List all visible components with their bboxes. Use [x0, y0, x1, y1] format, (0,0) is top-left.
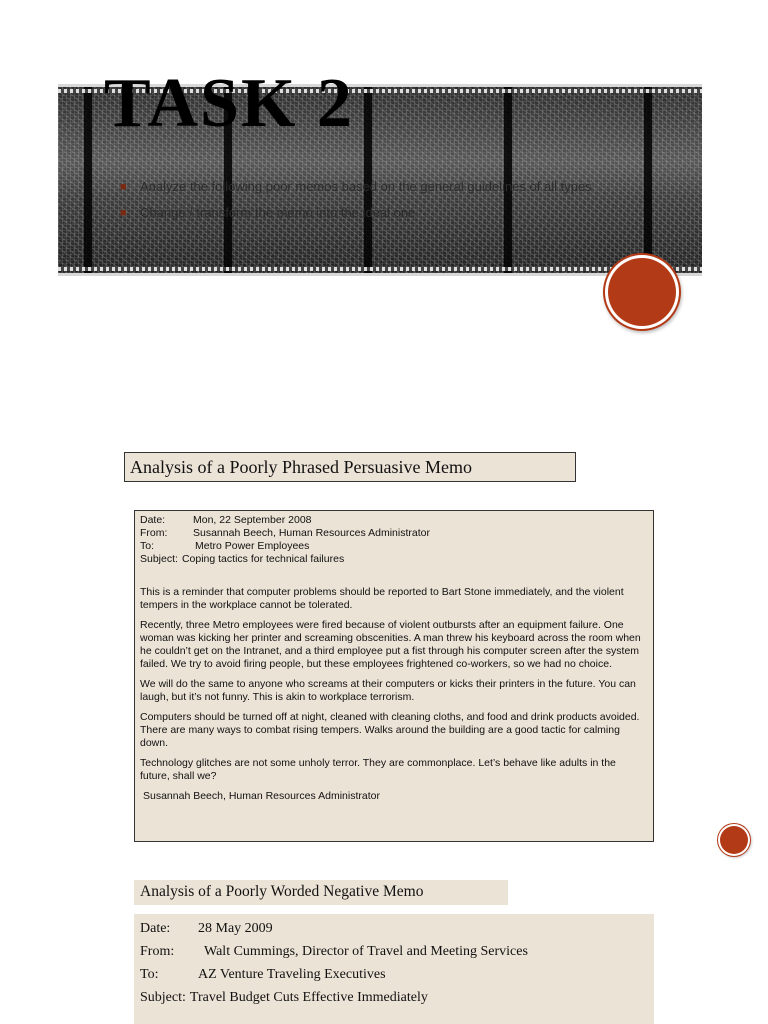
memo-from-label: From:	[140, 527, 168, 539]
memo2-date: 28 May 2009	[198, 921, 273, 936]
decorative-circle-small	[720, 826, 748, 854]
memo2-date-row	[140, 917, 654, 940]
bullet-marker-icon: ■	[120, 207, 127, 219]
memo2-to: AZ Venture Traveling Executives	[198, 967, 386, 982]
task-bullet-text: Change / transform the memo into the ideal one	[140, 205, 416, 220]
memo-paragraph: Technology glitches are not some unholy terror. They are commonplace. Let’s behave like adults in the future, shall we?	[140, 757, 616, 782]
memo-to-label: To:	[140, 540, 155, 552]
memo-subject: Coping tactics for technical failures	[181, 553, 345, 565]
memo-paragraph: We will do the same to anyone who screams at their computers or kicks their printers in the future. You can laugh, but it’s not funny. This is akin to workplace terrorism.	[140, 678, 636, 703]
persuasive-memo	[134, 510, 654, 842]
task-bullet-text: Analyze the following poor memos based on the general guidelines of all types	[140, 179, 592, 194]
task-bullet	[120, 205, 700, 221]
memo2-date-label: Date:	[140, 921, 171, 936]
bullet-marker-icon: ■	[120, 181, 127, 193]
slide-title: TASK 2	[104, 65, 354, 142]
memo2-to-label: To:	[140, 967, 159, 982]
negative-memo	[134, 914, 654, 1024]
task-bullet	[120, 179, 700, 195]
memo2-subject: Travel Budget Cuts Effective Immediately	[189, 990, 428, 1005]
memo-to: Metro Power Employees	[195, 540, 310, 552]
memo-date-row	[140, 514, 645, 527]
memo-signature: Susannah Beech, Human Resources Administrator	[143, 790, 380, 802]
task-bullet-list	[120, 179, 700, 231]
memo-date-label: Date:	[140, 514, 166, 526]
memo-paragraph: Computers should be turned off at night, cleaned with cleaning cloths, and food and drink products avoided. There are many ways to combat rising tempers. Walks around the building are a good tactic for calming down.	[140, 711, 640, 749]
memo-date: Mon, 22 September 2008	[193, 514, 312, 526]
banner-bottom-edge	[58, 267, 702, 271]
memo2-subject-label: Subject:	[140, 990, 186, 1005]
memo2-subject-row	[140, 986, 654, 1009]
section2-heading: Analysis of a Poorly Worded Negative Memo	[134, 880, 508, 905]
memo-body	[140, 586, 645, 803]
memo2-from-row	[140, 940, 654, 963]
memo-paragraph: This is a reminder that computer problems should be reported to Bart Stone immediately, and the violent tempers in the workplace cannot be tolerated.	[140, 586, 624, 611]
memo-to-row	[140, 540, 645, 553]
memo-subject-label: Subject:	[140, 553, 178, 565]
memo2-from: Walt Cummings, Director of Travel and Meeting Services	[204, 944, 528, 959]
memo-from: Susannah Beech, Human Resources Administrator	[193, 527, 430, 539]
title-banner	[58, 65, 702, 276]
memo2-to-row	[140, 963, 654, 986]
memo-subject-row	[140, 553, 645, 566]
section1-heading: Analysis of a Poorly Phrased Persuasive Memo	[124, 452, 576, 482]
decorative-circle-large	[608, 258, 676, 326]
memo-from-row	[140, 527, 645, 540]
memo2-from-label: From:	[140, 944, 175, 959]
memo-paragraph: Recently, three Metro employees were fired because of violent outbursts after an equipment failure. One woman was kicking her printer and screaming obscenities. A man threw his keyboard across the room when he couldn’t get on the Intranet, and a third employee put a fist through his computer screen after the system failed. We try to avoid firing people, but these employees frightened co-workers, so we had no choice.	[140, 619, 641, 670]
